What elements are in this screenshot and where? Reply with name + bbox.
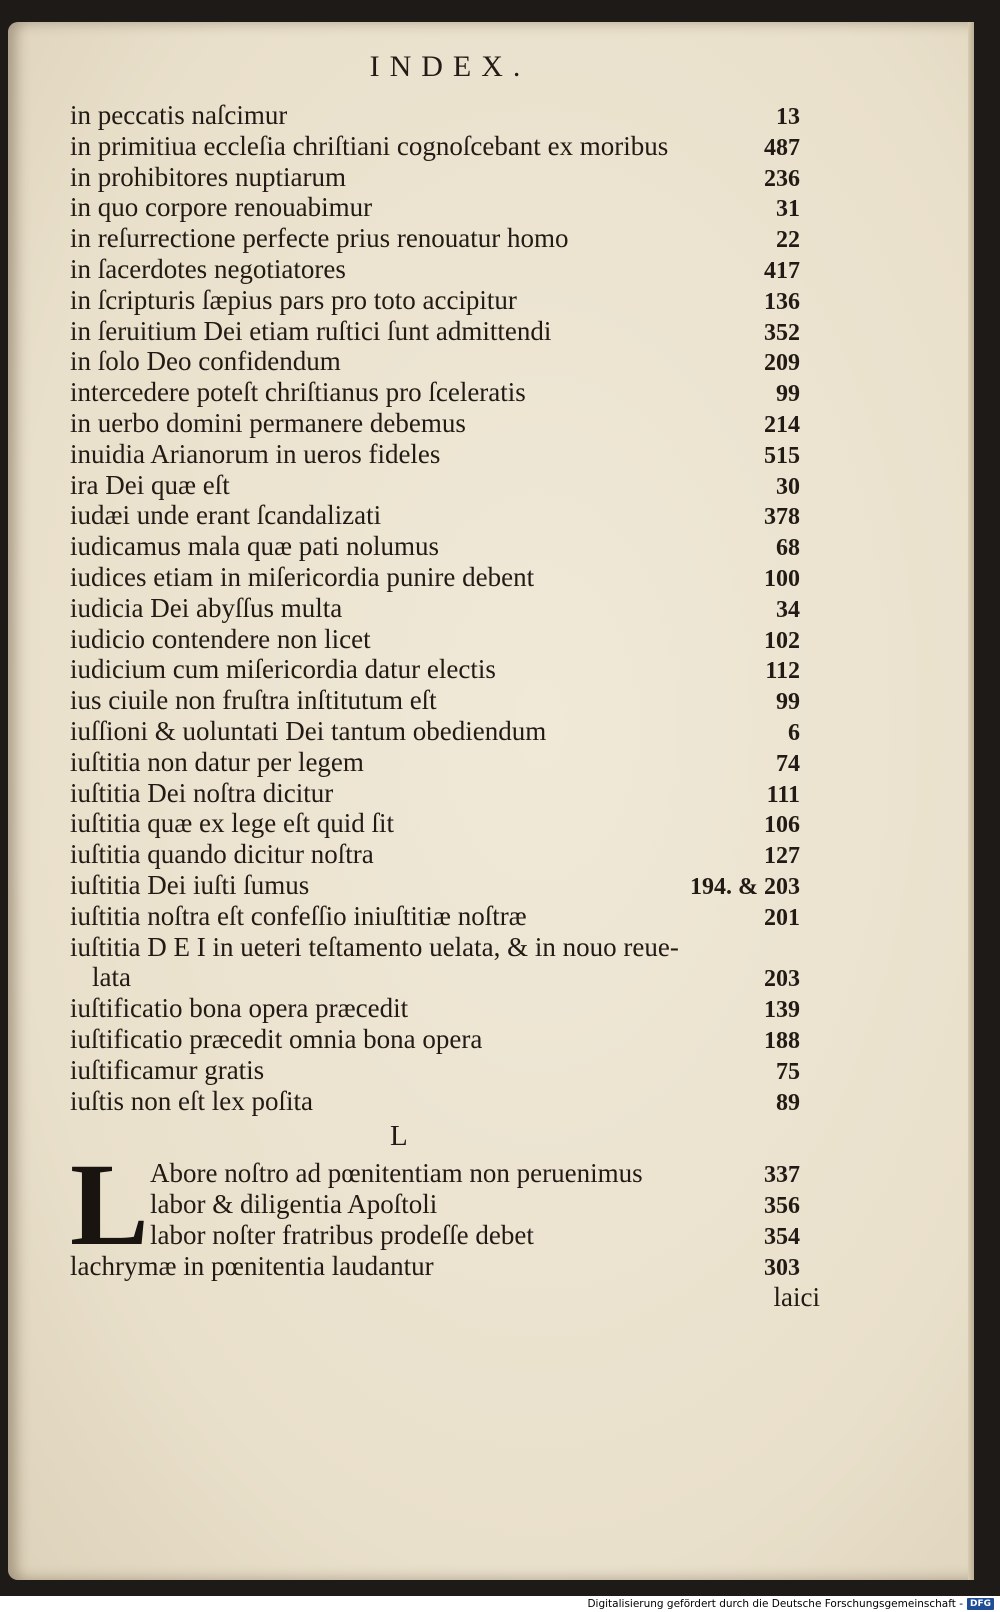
page-number: 102 (764, 627, 800, 654)
l-entries (70, 1139, 800, 1282)
page-number: 209 (764, 350, 800, 377)
page-number: 188 (764, 1027, 800, 1054)
index-entry (70, 192, 800, 223)
entry-text: iuſtitia non datur per legem (70, 746, 364, 777)
drop-capital: L (70, 1139, 149, 1270)
page-number: 337 (764, 1162, 800, 1188)
page-number: 31 (776, 196, 800, 223)
page-number: 378 (764, 504, 800, 531)
entry-text: in ſcripturis ſæpius pars pro toto accipitur (70, 284, 517, 315)
index-entry (70, 778, 800, 809)
section-heading: L (390, 1120, 408, 1152)
entry-text: lata (92, 962, 131, 993)
dfg-logo: DFG (967, 1598, 994, 1610)
page-number: 111 (766, 781, 800, 808)
index-entry (70, 839, 800, 870)
page-number: 6 (788, 719, 800, 746)
index-entry (70, 1158, 800, 1189)
entry-text: iudicio contendere non licet (70, 623, 371, 654)
entry-text: iudicium cum miſericordia datur electis (70, 654, 496, 685)
l-section (70, 1139, 800, 1282)
entry-text: iuſtitia quando dicitur noſtra (70, 839, 374, 870)
entry-text: iuſtificatio præcedit omnia bona opera (70, 1023, 483, 1054)
entry-text: inuidia Arianorum in ueros fideles (70, 438, 441, 469)
page-number: 352 (764, 319, 800, 346)
index-entry (70, 993, 800, 1024)
page-number: 75 (776, 1058, 800, 1085)
page-number: 34 (776, 596, 800, 623)
index-entry (70, 377, 800, 408)
index-entry (70, 500, 800, 531)
page-number: 100 (764, 565, 800, 592)
entry-text: in ſolo Deo confidendum (70, 346, 341, 377)
page-number: 487 (764, 134, 800, 161)
page-number: 106 (764, 812, 800, 839)
entry-text: iuſtitia Dei iuſti ſumus (70, 869, 310, 900)
entry-text: iuſtitia D E I in ueteri teſtamento uelata, & in nouo reue- (70, 931, 679, 962)
entry-text: in ſacerdotes negotiatores (70, 253, 346, 284)
entry-text: iudæi unde erant ſcandalizati (70, 500, 382, 531)
index-entry (70, 932, 800, 963)
index-entry (70, 285, 800, 316)
entry-text: iuſtitia Dei noſtra dicitur (70, 777, 334, 808)
entry-text: iudices etiam in miſericordia punire debent (70, 561, 535, 592)
page-number: 194. & 203 (690, 873, 800, 900)
index-entries (70, 100, 800, 1116)
page-number: 99 (776, 381, 800, 408)
page-number: 354 (764, 1224, 800, 1250)
entry-text: in quo corpore renouabimur (70, 192, 373, 223)
page-number: 203 (764, 966, 800, 993)
index-entry (70, 1024, 800, 1055)
index-entry (70, 747, 800, 778)
page-number: 139 (764, 997, 800, 1024)
index-entry (70, 100, 800, 131)
entry-text: iuſſioni & uoluntati Dei tantum obediendum (70, 715, 547, 746)
index-entry (70, 654, 800, 685)
entry-text: ira Dei quæ eſt (70, 469, 230, 500)
index-entry (70, 408, 800, 439)
index-entry (70, 1189, 800, 1220)
entry-text: labor & diligentia Apoſtoli (150, 1189, 438, 1219)
index-entry (70, 254, 800, 285)
index-entry (70, 1251, 800, 1282)
index-entry (70, 223, 800, 254)
page-number: 13 (776, 104, 800, 130)
page-number: 136 (764, 288, 800, 315)
index-entry (70, 346, 800, 377)
page-number: 303 (764, 1255, 800, 1281)
page-number: 74 (776, 750, 800, 777)
entry-text: in prohibitores nuptiarum (70, 161, 346, 192)
entry-text: Abore noſtro ad pœnitentiam non peruenimus (150, 1158, 643, 1188)
entry-text: intercedere poteſt chriſtianus pro ſceleratis (70, 377, 526, 408)
page-header: INDEX. (369, 50, 531, 83)
index-entry (70, 1086, 800, 1117)
index-entry (70, 808, 800, 839)
page-number: 127 (764, 843, 800, 870)
entry-text: iuſtitia noſtra eſt confeſſio iniuſtitiæ noſtræ (70, 900, 527, 931)
index-entry (70, 162, 800, 193)
entry-text: in reſurrectione perfecte prius renouatur homo (70, 223, 569, 254)
page-number: 236 (764, 165, 800, 192)
footer-text: Digitalisierung gefördert durch die Deutsche Forschungsgemeinschaft - (587, 1598, 963, 1610)
page-number: 417 (764, 257, 800, 284)
entry-text: labor noſter fratribus prodeſſe debet (150, 1220, 534, 1250)
entry-text: in ſeruitium Dei etiam ruſtici ſunt admittendi (70, 315, 552, 346)
entry-text: iuſtis non eſt lex poſita (70, 1085, 313, 1116)
page-number: 214 (764, 411, 800, 438)
index-entry (70, 624, 800, 655)
entry-text: ius ciuile non fruſtra inſtitutum eſt (70, 685, 437, 716)
entry-text: iuſtificamur gratis (70, 1054, 265, 1085)
page-number: 201 (764, 904, 800, 931)
entry-text: iudicamus mala quæ pati nolumus (70, 531, 439, 562)
entry-text: iuſtitia quæ ex lege eſt quid ſit (70, 808, 394, 839)
index-entry (70, 962, 800, 993)
index-entry (70, 1220, 800, 1251)
page-number: 68 (776, 535, 800, 562)
entry-text: in uerbo domini permanere debemus (70, 407, 466, 438)
entry-text: iuſtificatio bona opera præcedit (70, 993, 409, 1024)
catchword: laici (773, 1282, 820, 1312)
page-edge (968, 22, 974, 1580)
index-entry (70, 1055, 800, 1086)
index-entry (70, 593, 800, 624)
index-entry (70, 131, 800, 162)
index-entry (70, 470, 800, 501)
digitization-footer (587, 1596, 994, 1612)
index-entry (70, 685, 800, 716)
index-entry (70, 901, 800, 932)
page-number: 515 (764, 442, 800, 469)
entry-text: iudicia Dei abyſſus multa (70, 592, 343, 623)
entry-text: lachrymæ in pœnitentia laudantur (70, 1251, 434, 1281)
page-number: 112 (765, 658, 800, 685)
index-entry (70, 531, 800, 562)
entry-text: in peccatis naſcimur (70, 100, 288, 130)
page-number: 99 (776, 689, 800, 716)
page-number: 356 (764, 1193, 800, 1219)
page-number: 22 (776, 227, 800, 254)
page-number: 89 (776, 1089, 800, 1116)
index-entry (70, 316, 800, 347)
index-entry (70, 716, 800, 747)
index-entry (70, 562, 800, 593)
page-number: 30 (776, 473, 800, 500)
index-entry (70, 870, 800, 901)
index-entry (70, 439, 800, 470)
entry-text: in primitiua eccleſia chriſtiani cognoſcebant ex moribus (70, 130, 669, 161)
